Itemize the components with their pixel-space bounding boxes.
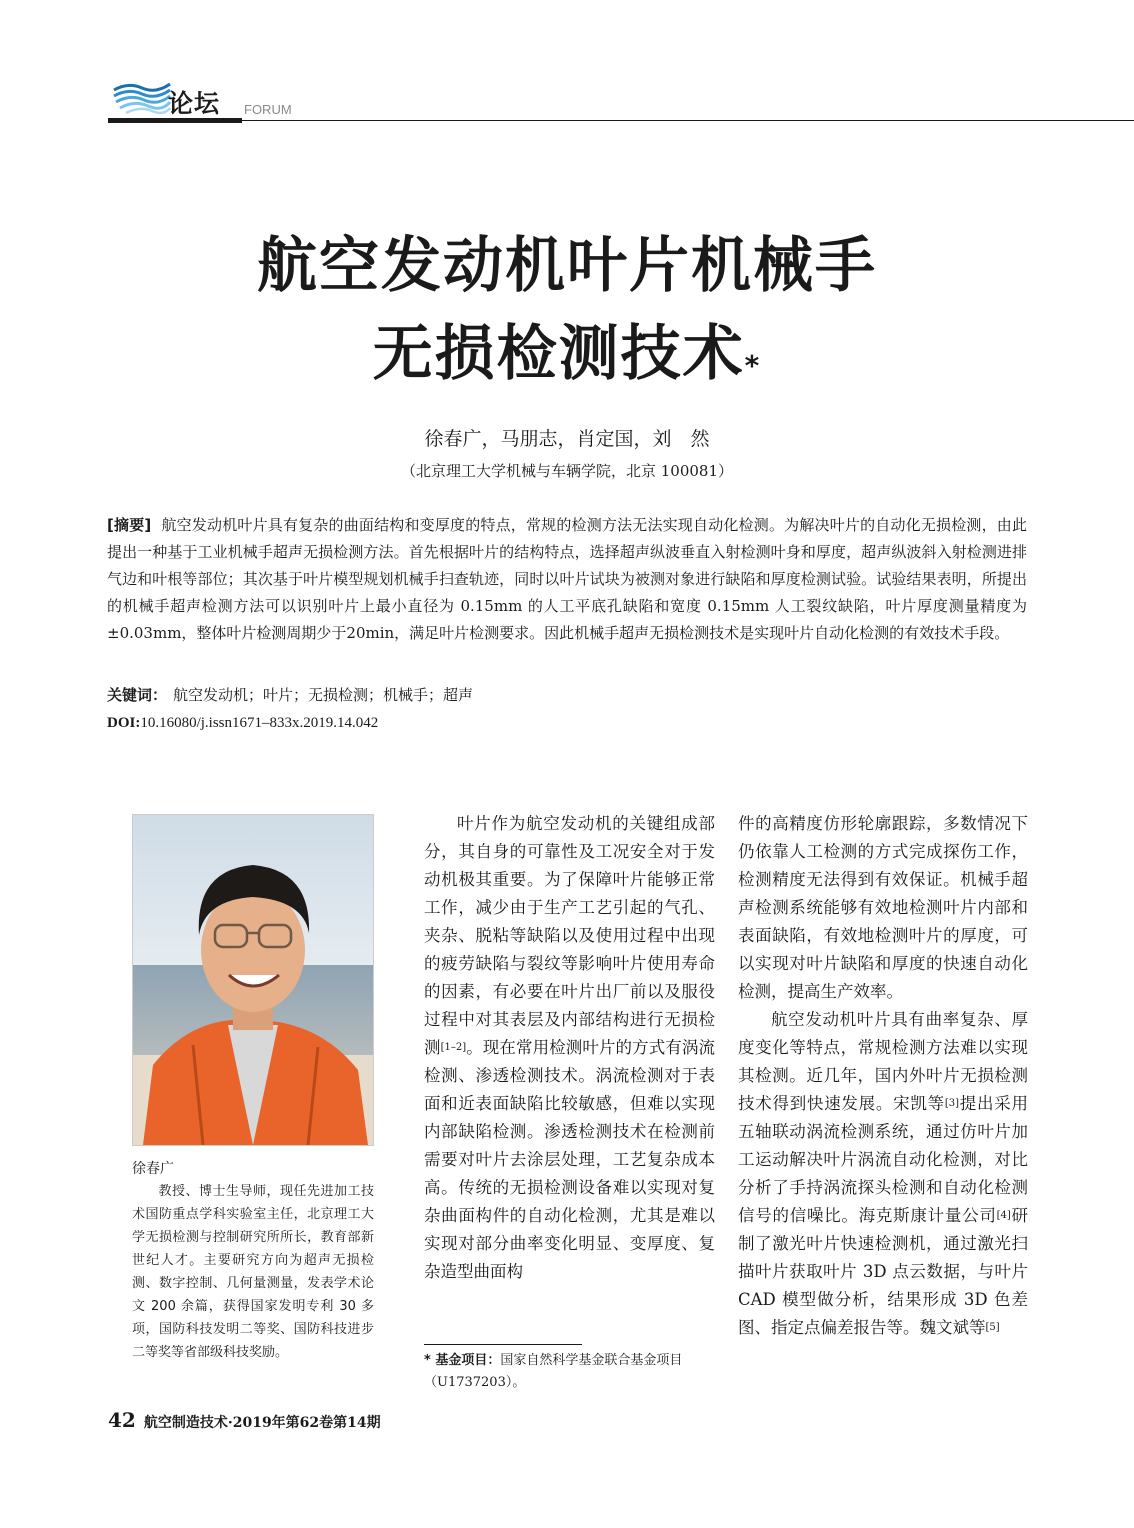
journal-info: 航空制造技术·2019年第62卷第14期: [143, 1415, 381, 1431]
abstract: [107, 512, 1027, 647]
paragraph-text: 研制了激光叶片快速检测机，通过激光扫描叶片获取叶片 3D 点云数据，与叶片 CAD 模型做分析，结果形成 3D 色差图、指定点偏差报告等。魏文斌等: [738, 1206, 1029, 1337]
section-subtitle: FORUM: [244, 102, 292, 117]
paragraph-text: 航空发动机叶片具有曲率复杂、厚度变化等特点，常规检测方法难以实现其检测。近几年，国内外叶片无损检测技术得到快速发展。宋凯等: [738, 1010, 1028, 1113]
section-title: 论坛: [168, 89, 221, 118]
bio-name: 徐春广: [132, 1161, 174, 1177]
paragraph-text: 。现在常用检测叶片的方式有涡流检测、渗透检测技术。涡流检测对于表面和近表面缺陷比较敏感，但难以实现内部缺陷检测。渗透检测技术在检测前需要对叶片去涂层处理，工艺复杂成本高。传统的无损检测设备难以实现对复杂曲面构件的自动化检测，尤其是难以实现对部分曲率变化明显、变厚度、复杂造型曲面构: [424, 1038, 716, 1281]
abstract-label: [摘要]: [107, 516, 152, 534]
bio-text-body: 教授、博士生导师，现任先进加工技术国防重点学科实验室主任，北京理工大学无损检测与控制研究所所长，教育部新世纪人才。主要研究方向为超声无损检测、数字控制、几何量测量，发表学术论文 200 余篇，获得国家发明专利 30 多项，国防科技发明二等奖、国防科技进步二等奖等省部级科技奖励。: [132, 1184, 374, 1360]
keywords-label: 关键词：: [107, 686, 168, 704]
citation-ref: [3]: [944, 1098, 960, 1109]
keywords: [107, 682, 1027, 709]
abstract-text: 航空发动机叶片具有复杂的曲面结构和变厚度的特点，常规的检测方法无法实现自动化检测。为解决叶片的自动化无损检测，由此提出一种基于工业机械手超声无损检测方法。首先根据叶片的结构特点，选择超声纵波垂直入射检测叶身和厚度，超声纵波斜入射检测进排气边和叶根等部位；其次基于叶片模型规划机械手扫查轨迹，同时以叶片试块为被测对象进行缺陷和厚度检测试验。试验结果表明，所提出的机械手超声检测方法可以识别叶片上最小直径为 0.15mm 的人工平底孔缺陷和宽度 0.15mm 人工裂纹缺陷，叶片厚度测量精度为 ±0.03mm，整体叶片检测周期少于20min，满足叶片检测要求。因此机械手超声无损检测技术是实现叶片自动化检测的有效技术手段。: [107, 516, 1027, 642]
citation-ref: [4]: [996, 1210, 1011, 1221]
body-paragraph: [424, 810, 715, 1286]
page-number: 42: [108, 1408, 136, 1432]
body-paragraph: [738, 1006, 1028, 1342]
author-portrait: [132, 814, 374, 1146]
footnote-rule: [424, 1344, 582, 1345]
header-rule-thick: [108, 118, 242, 123]
citation-ref: [5]: [985, 1322, 1000, 1333]
doi-text: 10.16080/j.issn1671–833x.2019.14.042: [140, 715, 379, 731]
affiliation: （北京理工大学机械与车辆学院，北京 100081）: [400, 462, 734, 480]
footnote: [424, 1350, 716, 1394]
title-line-2: [100, 310, 1034, 398]
title-line-1: 航空发动机叶片机械手: [257, 231, 877, 301]
citation-ref: [1–2]: [440, 1042, 467, 1053]
authors: 徐春广，马朋志，肖定国，刘 然: [424, 428, 710, 450]
wave-logo-icon: [112, 80, 172, 116]
body-column-2: [738, 810, 1028, 1342]
doi-label: DOI:: [107, 715, 141, 731]
paragraph-text: 提出采用五轴联动涡流检测系统，通过仿叶片加工运动解决叶片涡流自动化检测，对比分析了手持涡流探头检测和自动化检测信号的信噪比。海克斯康计量公司: [738, 1094, 1029, 1225]
header-rule-thin: [242, 120, 1134, 121]
paragraph-text: 叶片作为航空发动机的关键组成部分，其自身的可靠性及工况安全对于发动机极其重要。为了保障叶片能够正常工作，减少由于生产工艺引起的气孔、夹杂、脱粘等缺陷以及使用过程中出现的疲劳缺陷与裂纹等影响叶片使用寿命的因素，有必要在叶片出厂前以及服役过程中对其表层及内部结构进行无损检测: [424, 814, 715, 1057]
article-title: [100, 222, 1034, 398]
keywords-text: 航空发动机；叶片；无损检测；机械手；超声: [173, 686, 474, 704]
footnote-text: 国家自然科学基金联合基金项目（U1737203）。: [424, 1353, 683, 1390]
page-footer: [108, 1408, 381, 1432]
body-paragraph: 件的高精度仿形轮廓跟踪，多数情况下仍依靠人工检测的方式完成探伤工作，检测精度无法得到有效保证。机械手超声检测系统能够有效地检测叶片内部和表面缺陷，有效地检测叶片的厚度，可以实现对叶片缺陷和厚度的快速自动化检测，提高生产效率。: [738, 814, 1028, 1001]
title-footnote-mark: *: [744, 349, 762, 382]
footnote-label: * 基金项目：: [424, 1353, 501, 1368]
doi: [107, 710, 378, 737]
body-column-1: [424, 810, 715, 1286]
title-line-2-text: 无损检测技术: [372, 319, 745, 389]
bio-text: [132, 1180, 374, 1364]
